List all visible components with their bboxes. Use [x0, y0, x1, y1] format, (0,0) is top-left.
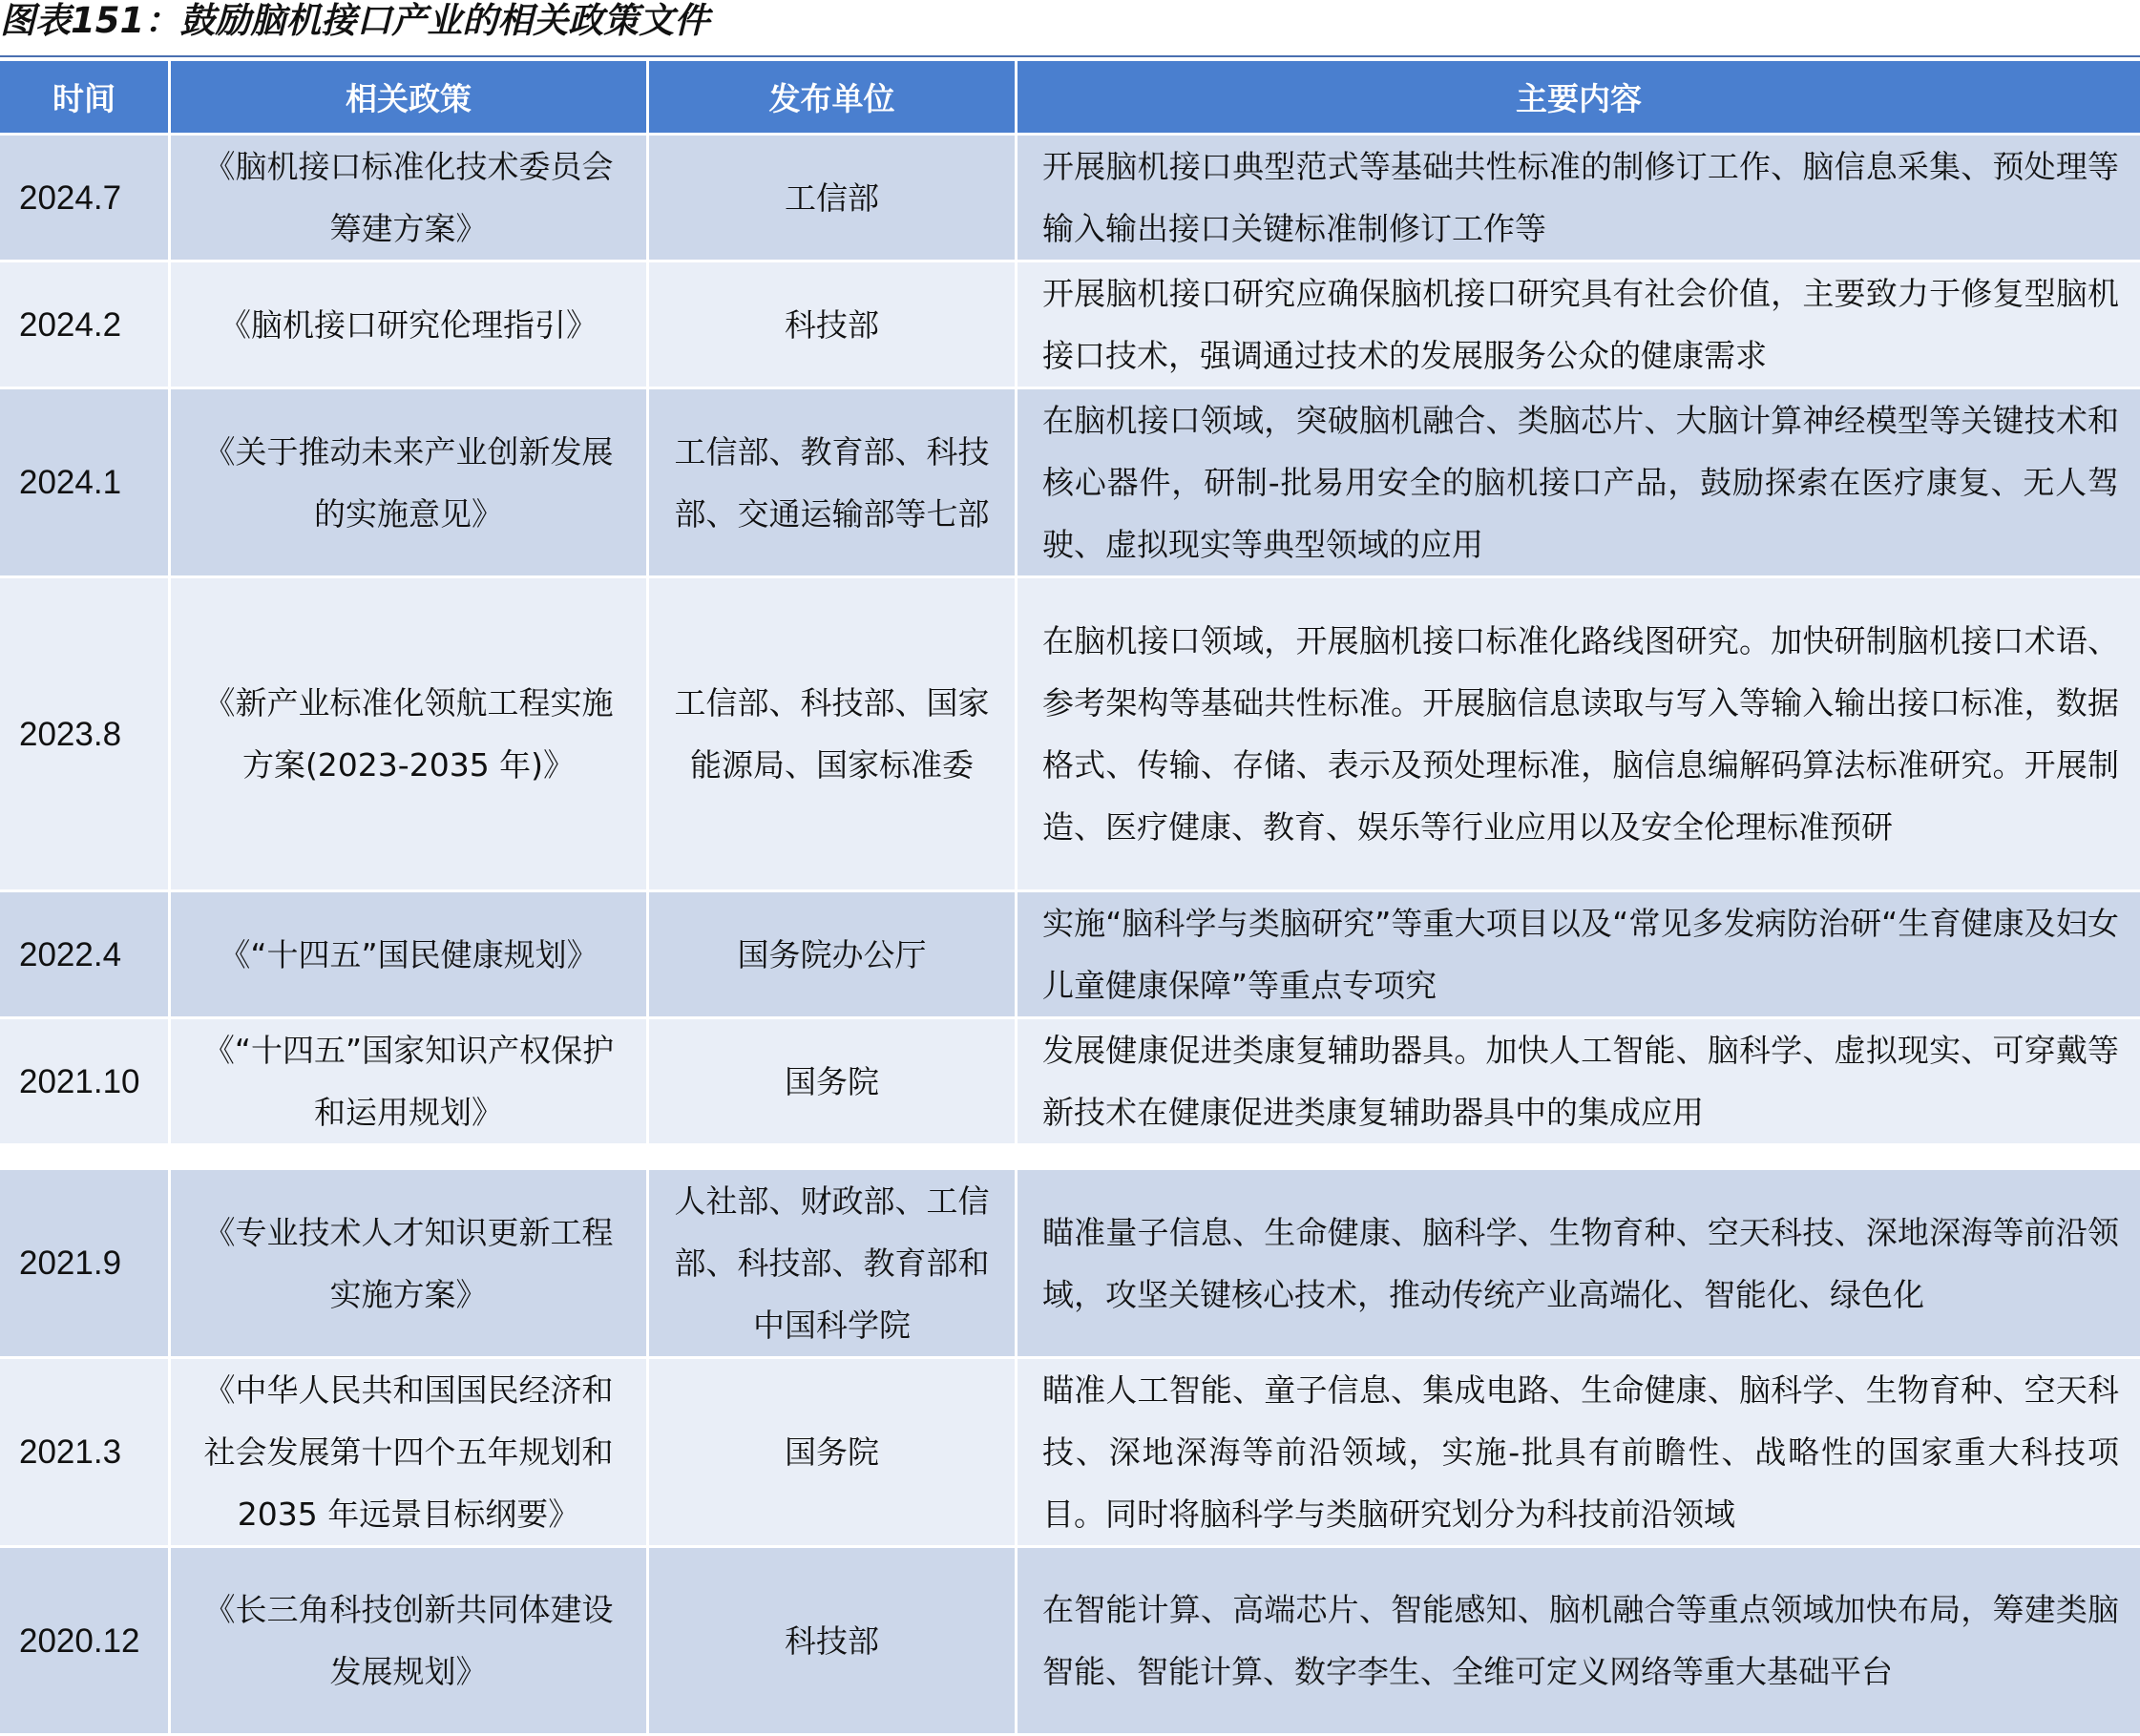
row-org: 工信部、科技部、国家能源局、国家标准委 — [649, 578, 1018, 892]
row-policy: 《关于推动未来产业创新发展的实施意见》 — [171, 389, 649, 578]
figure-title: 图表151：鼓励脑机接口产业的相关政策文件 — [0, 0, 710, 41]
row-time: 2024.2 — [0, 262, 171, 389]
row-policy: 《“十四五”国家知识产权保护和运用规划》 — [171, 1019, 649, 1146]
table-gap-cell — [0, 1146, 2140, 1170]
header-org: 发布单位 — [649, 61, 1018, 136]
row-policy: 《新产业标准化领航工程实施方案(2023-2035 年)》 — [171, 578, 649, 892]
row-org: 国务院办公厅 — [649, 892, 1018, 1019]
row-time: 2020.12 — [0, 1548, 171, 1736]
row-content: 开展脑机接口典型范式等基础共性标准的制修订工作、脑信息采集、预处理等输入输出接口关键标准制修订工作等 — [1018, 136, 2140, 262]
header-time: 时间 — [0, 61, 171, 136]
row-policy: 《“十四五”国民健康规划》 — [171, 892, 649, 1019]
table-row — [0, 1019, 2140, 1146]
row-org: 国务院 — [649, 1019, 1018, 1146]
table-row — [0, 892, 2140, 1019]
table-row — [0, 1548, 2140, 1736]
row-time: 2024.7 — [0, 136, 171, 262]
header-policy: 相关政策 — [171, 61, 649, 136]
table-row — [0, 1359, 2140, 1548]
row-policy: 《脑机接口标准化技术委员会筹建方案》 — [171, 136, 649, 262]
table-row — [0, 389, 2140, 578]
row-content: 瞄准人工智能、童子信息、集成电路、生命健康、脑科学、生物育种、空天科技、深地深海等前沿领域，实施-批具有前瞻性、战略性的国家重大科技项目。同时将脑科学与类脑研究划分为科技前沿领域 — [1018, 1359, 2140, 1548]
row-content: 在脑机接口领域，突破脑机融合、类脑芯片、大脑计算神经模型等关键技术和核心器件，研制-批易用安全的脑机接口产品，鼓励探索在医疗康复、无人驾驶、虚拟现实等典型领域的应用 — [1018, 389, 2140, 578]
table-row — [0, 578, 2140, 892]
policy-table — [0, 61, 2140, 1736]
table-row — [0, 136, 2140, 262]
row-policy: 《专业技术人才知识更新工程实施方案》 — [171, 1170, 649, 1359]
table-row — [0, 262, 2140, 389]
row-content: 开展脑机接口研究应确保脑机接口研究具有社会价值，主要致力于修复型脑机接口技术，强调通过技术的发展服务公众的健康需求 — [1018, 262, 2140, 389]
row-org: 工信部 — [649, 136, 1018, 262]
table-header-row — [0, 61, 2140, 136]
row-time: 2021.3 — [0, 1359, 171, 1548]
row-content: 瞄准量子信息、生命健康、脑科学、生物育种、空天科技、深地深海等前沿领域，攻坚关键核心技术，推动传统产业高端化、智能化、绿色化 — [1018, 1170, 2140, 1359]
row-time: 2022.4 — [0, 892, 171, 1019]
row-time: 2021.9 — [0, 1170, 171, 1359]
row-policy: 《中华人民共和国国民经济和社会发展第十四个五年规划和 2035 年远景目标纲要》 — [171, 1359, 649, 1548]
row-org: 人社部、财政部、工信部、科技部、教育部和中国科学院 — [649, 1170, 1018, 1359]
row-time: 2024.1 — [0, 389, 171, 578]
row-content: 在脑机接口领域，开展脑机接口标准化路线图研究。加快研制脑机接口术语、参考架构等基础共性标准。开展脑信息读取与写入等输入输出接口标准，数据格式、传输、存储、表示及预处理标准，脑信息编解码算法标准研究。开展制造、医疗健康、教育、娱乐等行业应用以及安全伦理标准预研 — [1018, 578, 2140, 892]
title-divider — [0, 55, 2140, 57]
row-policy: 《脑机接口研究伦理指引》 — [171, 262, 649, 389]
row-org: 工信部、教育部、科技部、交通运输部等七部 — [649, 389, 1018, 578]
row-content: 在智能计算、高端芯片、智能感知、脑机融合等重点领域加快布局，筹建类脑智能、智能计算、数字李生、全维可定义网络等重大基础平台 — [1018, 1548, 2140, 1736]
row-org: 国务院 — [649, 1359, 1018, 1548]
row-org: 科技部 — [649, 1548, 1018, 1736]
row-policy: 《长三角科技创新共同体建设发展规划》 — [171, 1548, 649, 1736]
row-org: 科技部 — [649, 262, 1018, 389]
row-content: 发展健康促进类康复辅助器具。加快人工智能、脑科学、虚拟现实、可穿戴等新技术在健康促进类康复辅助器具中的集成应用 — [1018, 1019, 2140, 1146]
row-time: 2021.10 — [0, 1019, 171, 1146]
row-content: 实施“脑科学与类脑研究”等重大项目以及“常见多发病防治研“生育健康及妇女儿童健康保障”等重点专项究 — [1018, 892, 2140, 1019]
header-content: 主要内容 — [1018, 61, 2140, 136]
table-gap — [0, 1146, 2140, 1170]
table-row — [0, 1170, 2140, 1359]
row-time: 2023.8 — [0, 578, 171, 892]
